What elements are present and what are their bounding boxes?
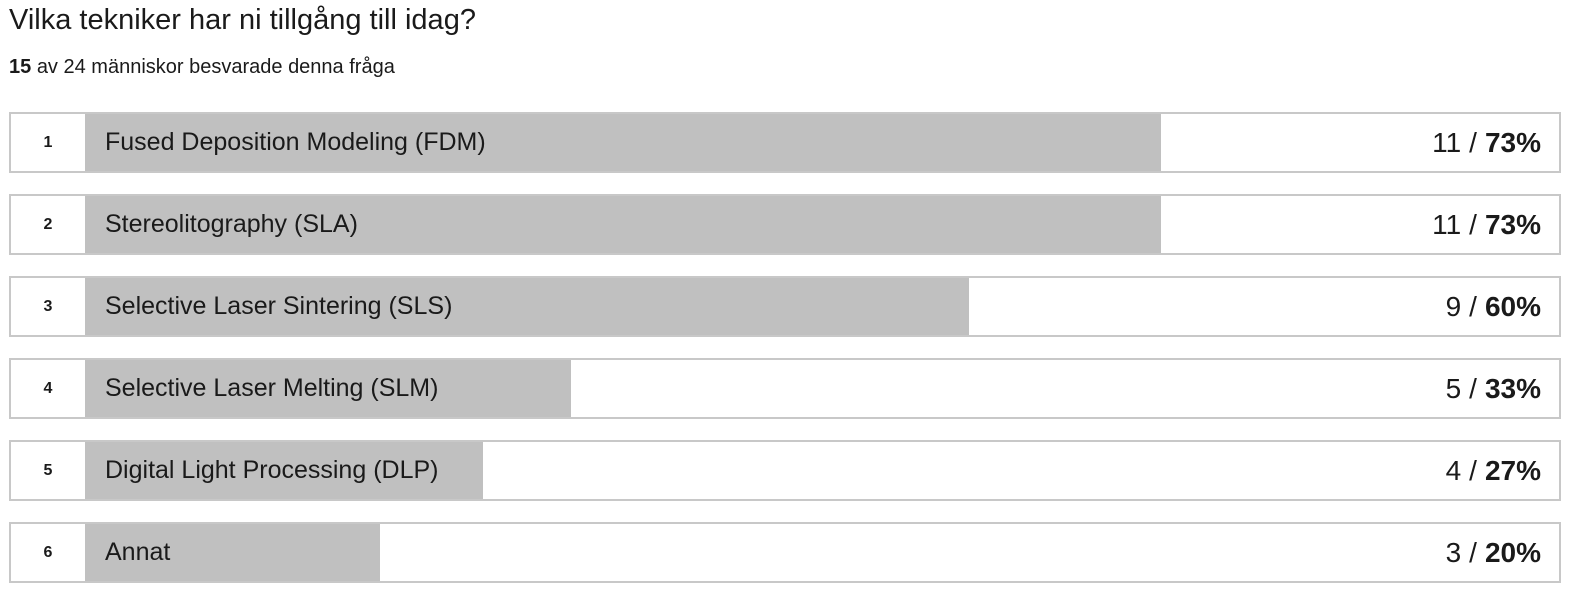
answer-percent: 60% (1484, 290, 1541, 322)
answer-row (9, 112, 1561, 173)
answer-row (9, 440, 1561, 501)
value-separator: / (1469, 372, 1477, 404)
answer-rank: 2 (11, 196, 85, 253)
question-title: Vilka tekniker har ni tillgång till idag? (9, 4, 476, 36)
answer-row (9, 522, 1561, 583)
bar-track (85, 278, 1559, 335)
answer-rank: 3 (11, 278, 85, 335)
response-summary (9, 54, 395, 80)
value-separator: / (1469, 536, 1477, 568)
answer-rank: 6 (11, 524, 85, 581)
answer-percent: 73% (1484, 208, 1541, 240)
bar-track (85, 360, 1559, 417)
value-separator: / (1469, 126, 1477, 158)
answer-label: Selective Laser Melting (SLM) (105, 374, 439, 402)
bar-track (85, 524, 1559, 581)
answer-label: Digital Light Processing (DLP) (105, 456, 439, 484)
answer-count: 11 (1432, 208, 1462, 240)
answer-count: 9 (1445, 290, 1462, 322)
answer-label: Selective Laser Sintering (SLS) (105, 292, 453, 320)
answer-row (9, 194, 1561, 255)
answer-label: Fused Deposition Modeling (FDM) (105, 128, 486, 156)
answer-percent: 33% (1484, 372, 1541, 404)
bar-track (85, 442, 1559, 499)
answer-count: 5 (1445, 372, 1462, 404)
answer-value (1432, 114, 1541, 171)
bar-track (85, 114, 1559, 171)
answer-label: Stereolitography (SLA) (105, 210, 358, 238)
answer-value (1446, 524, 1541, 581)
answer-value (1446, 278, 1541, 335)
answer-rank: 5 (11, 442, 85, 499)
answer-percent: 20% (1484, 536, 1541, 568)
answer-value (1446, 360, 1541, 417)
answer-value (1432, 196, 1541, 253)
answer-bar-list (9, 112, 1561, 594)
answer-count: 3 (1445, 536, 1462, 568)
answer-label: Annat (105, 538, 171, 566)
answer-count: 11 (1432, 126, 1462, 158)
bar-track (85, 196, 1559, 253)
value-separator: / (1469, 454, 1477, 486)
answered-count: 15 (9, 56, 32, 78)
answer-rank: 1 (11, 114, 85, 171)
answer-value (1446, 442, 1541, 499)
answer-count: 4 (1445, 454, 1462, 486)
answer-percent: 73% (1484, 126, 1541, 158)
response-summary-text: av 24 människor besvarade denna fråga (36, 56, 395, 78)
answer-row (9, 358, 1561, 419)
value-separator: / (1469, 290, 1477, 322)
answer-rank: 4 (11, 360, 85, 417)
answer-row (9, 276, 1561, 337)
answer-percent: 27% (1484, 454, 1541, 486)
value-separator: / (1469, 208, 1477, 240)
